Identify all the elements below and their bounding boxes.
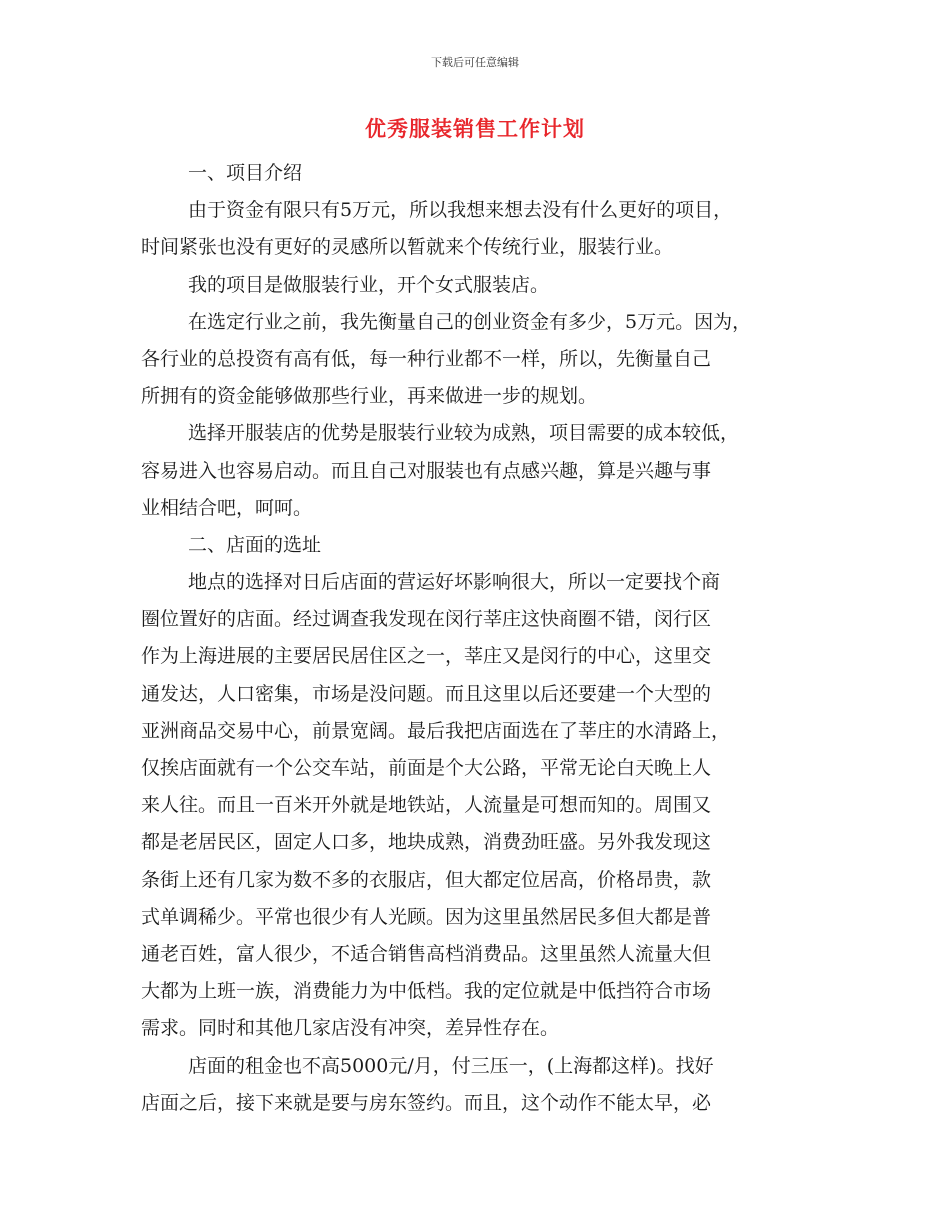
text-line: 来人往。而且一百米开外就是地铁站，人流量是可想而知的。周围又 — [141, 794, 712, 817]
text-line: 容易进入也容易启动。而且自己对服装也有点感兴趣，算是兴趣与事 — [141, 459, 712, 482]
document-title: 优秀服装销售工作计划 — [365, 117, 585, 141]
page-header-note: 下载后可任意编辑 — [431, 56, 519, 69]
text-line: 地点的选择对日后店面的营运好坏影响很大，所以一定要找个商 — [188, 571, 721, 594]
text-line: 亚洲商品交易中心，前景宽阔。最后我把店面选在了莘庄的水清路上， — [141, 719, 731, 742]
text-line: 圈位置好的店面。经过调查我发现在闵行莘庄这快商圈不错，闵行区 — [141, 608, 712, 631]
text-line: 式单调稀少。平常也很少有人光顾。因为这里虽然居民多但大都是普 — [141, 905, 712, 928]
text-line: 通发达，人口密集，市场是没问题。而且这里以后还要建一个大型的 — [141, 682, 712, 705]
text-line: 大都为上班一族，消费能力为中低档。我的定位就是中低挡符合市场 — [141, 980, 712, 1003]
text-line: 作为上海进展的主要居民居住区之一，莘庄又是闵行的中心，这里交 — [141, 645, 712, 668]
text-line: 一、项目介绍 — [188, 162, 303, 184]
text-line: 选择开服装店的优势是服装行业较为成熟，项目需要的成本较低， — [188, 422, 740, 445]
document-body — [141, 155, 821, 1122]
text-line: 由于资金有限只有5万元，所以我想来想去没有什么更好的项目， — [188, 199, 733, 222]
text-line: 通老百姓，富人很少，不适合销售高档消费品。这里虽然人流量大但 — [141, 942, 712, 965]
text-line: 业相结合吧，呵呵。 — [141, 496, 313, 519]
text-line: 所拥有的资金能够做那些行业，再来做进一步的规划。 — [141, 385, 598, 408]
text-line: 我的项目是做服装行业，开个女式服装店。 — [188, 273, 550, 296]
text-line: 二、店面的选址 — [188, 533, 322, 556]
text-line: 在选定行业之前，我先衡量自己的创业资金有多少，5万元。因为， — [188, 310, 752, 333]
text-line: 各行业的总投资有高有低，每一种行业都不一样，所以，先衡量自己 — [141, 347, 712, 370]
text-line: 都是老居民区，固定人口多，地块成熟，消费劲旺盛。另外我发现这 — [141, 831, 712, 854]
text-line: 时间紧张也没有更好的灵感所以暂就来个传统行业，服装行业。 — [141, 236, 674, 259]
text-line: 店面之后，接下来就是要与房东签约。而且，这个动作不能太早，必 — [141, 1091, 712, 1114]
text-line: 仅挨店面就有一个公交车站，前面是个大公路，平常无论白天晚上人 — [141, 757, 712, 779]
text-line: 需求。同时和其他几家店没有冲突，差异性存在。 — [141, 1017, 560, 1040]
text-line: 条街上还有几家为数不多的衣服店，但大都定位居高，价格昂贵，款 — [141, 868, 712, 891]
text-line: 店面的租金也不高5000元/月，付三压一，(上海都这样)。找好 — [188, 1054, 714, 1077]
